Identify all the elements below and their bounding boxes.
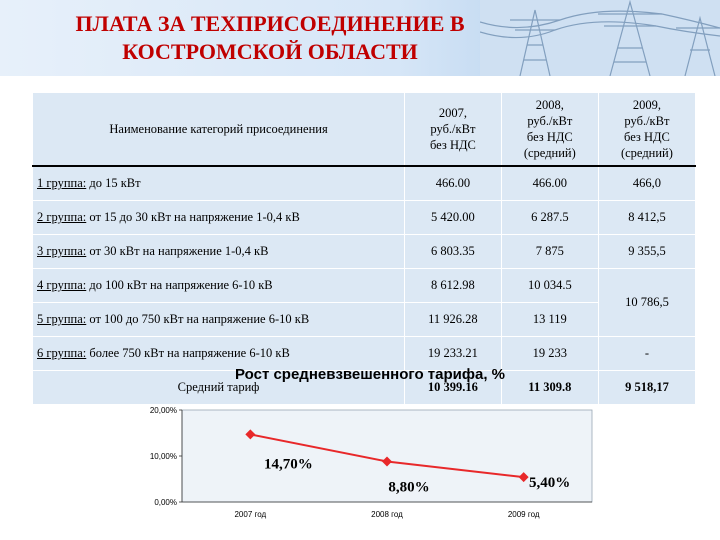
table-row [33,201,696,235]
header-2008 [501,93,598,167]
tariff-growth-chart [100,395,620,525]
row-category [33,201,405,235]
header-2007-unit: руб./кВт [430,122,476,136]
header-2008-vat: без НДС [526,130,573,144]
header-2008-note: (средний) [523,146,576,160]
header-category: Наименование категорий присоединения [33,93,405,167]
group-desc: от 15 до 30 кВт на напряжение 1-0,4 кВ [86,210,300,224]
cell-2008: 19 233 [501,337,598,371]
tariff-table [32,92,696,405]
row-category [33,303,405,337]
header-2007-year: 2007, [438,106,467,120]
row-category [33,235,405,269]
group-label: 3 группа: [37,244,87,258]
y-tick-label: 20,00% [149,406,177,415]
group-label: 2 группа: [37,210,87,224]
cell-2007: 19 233.21 [405,337,502,371]
cell-2008: 7 875 [501,235,598,269]
header-banner [0,0,720,76]
group-label: 6 группа: [37,346,87,360]
header-2009-unit: руб./кВт [624,114,670,128]
group-desc: до 100 кВт на напряжение 6-10 кВ [86,278,273,292]
page-title [0,10,540,66]
x-tick-label: 2007 год [234,510,267,519]
title-line-1: ПЛАТА ЗА ТЕХПРИСОЕДИНЕНИЕ В [75,11,465,36]
cell-2007: 466.00 [405,166,502,201]
cell-2008: 13 119 [501,303,598,337]
table-row [33,166,696,201]
cell-2008: 6 287.5 [501,201,598,235]
group-label: 5 группа: [37,312,87,326]
average-label: Средний тариф [33,371,405,405]
header-2007 [405,93,502,167]
group-label: 4 группа: [37,278,87,292]
header-2007-vat: без НДС [429,138,476,152]
cell-2007: 8 612.98 [405,269,502,303]
table-header-row [33,93,696,167]
group-desc: от 100 до 750 кВт на напряжение 6-10 кВ [86,312,310,326]
cell-2008: 466.00 [501,166,598,201]
cell-2009: 9 355,5 [598,235,695,269]
header-2009 [598,93,695,167]
data-label: 8,80% [388,479,430,496]
average-2009: 9 518,17 [598,371,695,405]
cell-2007: 11 926.28 [405,303,502,337]
y-tick-label: 10,00% [149,452,177,461]
header-2008-unit: руб./кВт [527,114,573,128]
table-row [33,235,696,269]
cell-2008: 10 034.5 [501,269,598,303]
header-2009-year: 2009, [632,98,661,112]
row-category [33,269,405,303]
average-2008: 11 309.8 [501,371,598,405]
cell-2007: 6 803.35 [405,235,502,269]
cell-2009-merged: 10 786,5 [598,269,695,337]
title-line-2: КОСТРОМСКОЙ ОБЛАСТИ [122,39,418,64]
x-tick-label: 2009 год [507,510,540,519]
data-label: 5,40% [529,475,571,492]
table-row [33,269,696,303]
header-2008-year: 2008, [535,98,564,112]
group-desc: до 15 кВт [86,176,141,190]
cell-2009: - [598,337,695,371]
chart-title: Рост средневзвешенного тарифа, % [235,366,505,383]
y-tick-label: 0,00% [154,498,177,507]
cell-2009: 466,0 [598,166,695,201]
table-row [33,303,696,337]
x-tick-label: 2008 год [371,510,403,519]
header-2009-note: (средний) [620,146,673,160]
group-label: 1 группа: [37,176,87,190]
group-desc: более 750 кВт на напряжение 6-10 кВ [86,346,290,360]
header-2009-vat: без НДС [624,130,670,144]
cell-2007: 5 420.00 [405,201,502,235]
group-desc: от 30 кВт на напряжение 1-0,4 кВ [86,244,269,258]
data-label: 14,70% [263,456,313,473]
row-category [33,166,405,201]
average-2007: 10 399.16 [405,371,502,405]
cell-2009: 8 412,5 [598,201,695,235]
